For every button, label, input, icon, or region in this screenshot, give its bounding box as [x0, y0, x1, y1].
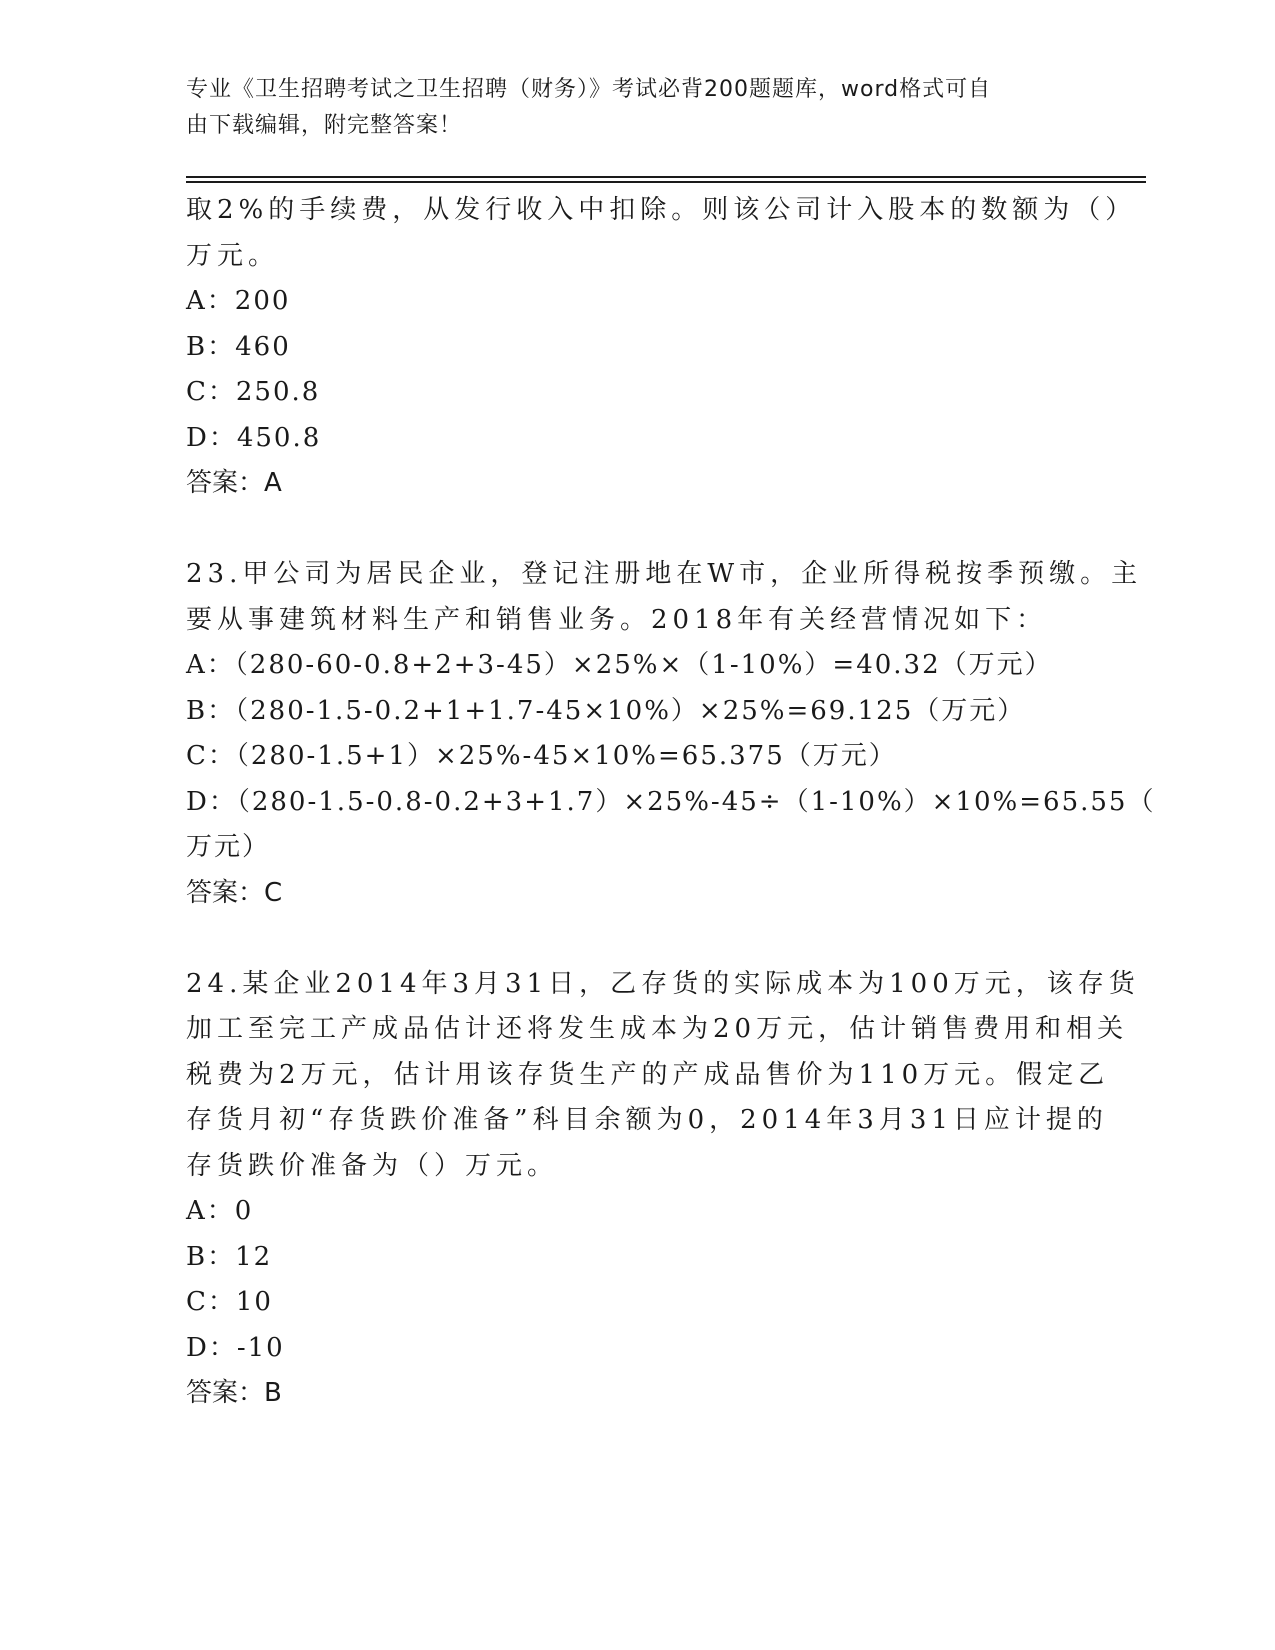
question-23: [186, 552, 1156, 916]
question-22: [186, 188, 1137, 507]
stem-line: 24.某企业2014年3月31日，乙存货的实际成本为100万元，该存货: [186, 968, 1140, 999]
stem-line: 要从事建筑材料生产和销售业务。2018年有关经营情况如下：: [186, 604, 1048, 635]
header-divider-bottom: [186, 181, 1146, 183]
option-a: A：（280-60-0.8+2+3-45）×25%×（1-10%）=40.32（万元）: [186, 650, 1053, 680]
option-d: D：450.8: [186, 422, 322, 453]
option-c: C：10: [186, 1287, 273, 1317]
option-c: C：250.8: [186, 377, 321, 407]
stem-line: 加工至完工产成品估计还将发生成本为20万元，估计销售费用和相关: [186, 1014, 1129, 1044]
stem-line: 税费为2万元，估计用该存货生产的产成品售价为110万元。假定乙: [186, 1059, 1110, 1090]
question-stem: [186, 188, 1137, 279]
question-stem: [186, 552, 1143, 643]
option-a: A：0: [186, 1196, 254, 1226]
option-b: B：12: [186, 1241, 273, 1272]
stem-line: 取2%的手续费，从发行收入中扣除。则该公司计入股本的数额为（）: [186, 195, 1137, 225]
option-b: B：（280-1.5-0.2+1+1.7-45×10%）×25%=69.125（万元）: [186, 695, 1026, 726]
stem-line: 存货跌价准备为（）万元。: [186, 1150, 559, 1181]
answer-line: 答案：B: [186, 1378, 282, 1408]
stem-line: 万元。: [186, 240, 280, 271]
header-line-1: 专业《卫生招聘考试之卫生招聘（财务）》考试必背200题题库，word格式可自: [186, 77, 992, 102]
answer-line: 答案：C: [186, 877, 283, 908]
option-d-continued: 万元）: [186, 832, 271, 862]
stem-line: 23.甲公司为居民企业，登记注册地在W市，企业所得税按季预缴。主: [186, 559, 1143, 589]
option-a: A：200: [186, 286, 291, 316]
document-body: [186, 188, 1156, 1417]
question-24: [186, 962, 1140, 1417]
spacer: [186, 916, 1086, 962]
spacer: [186, 507, 1086, 553]
header-divider-top: [186, 176, 1146, 178]
option-c: C：（280-1.5+1）×25%-45×10%=65.375（万元）: [186, 741, 897, 771]
stem-line: 存货月初“存货跌价准备”科目余额为0，2014年3月31日应计提的: [186, 1105, 1108, 1135]
answer-line: 答案：A: [186, 468, 282, 498]
header-line-2: 由下载编辑，附完整答案！: [186, 113, 463, 138]
question-stem: [186, 962, 1140, 1190]
document-header: [186, 72, 1066, 144]
option-d: D：（280-1.5-0.8-0.2+3+1.7）×25%-45÷（1-10%）×10%=65.55（: [186, 786, 1156, 817]
option-b: B：460: [186, 331, 291, 362]
option-d: D：-10: [186, 1332, 285, 1363]
